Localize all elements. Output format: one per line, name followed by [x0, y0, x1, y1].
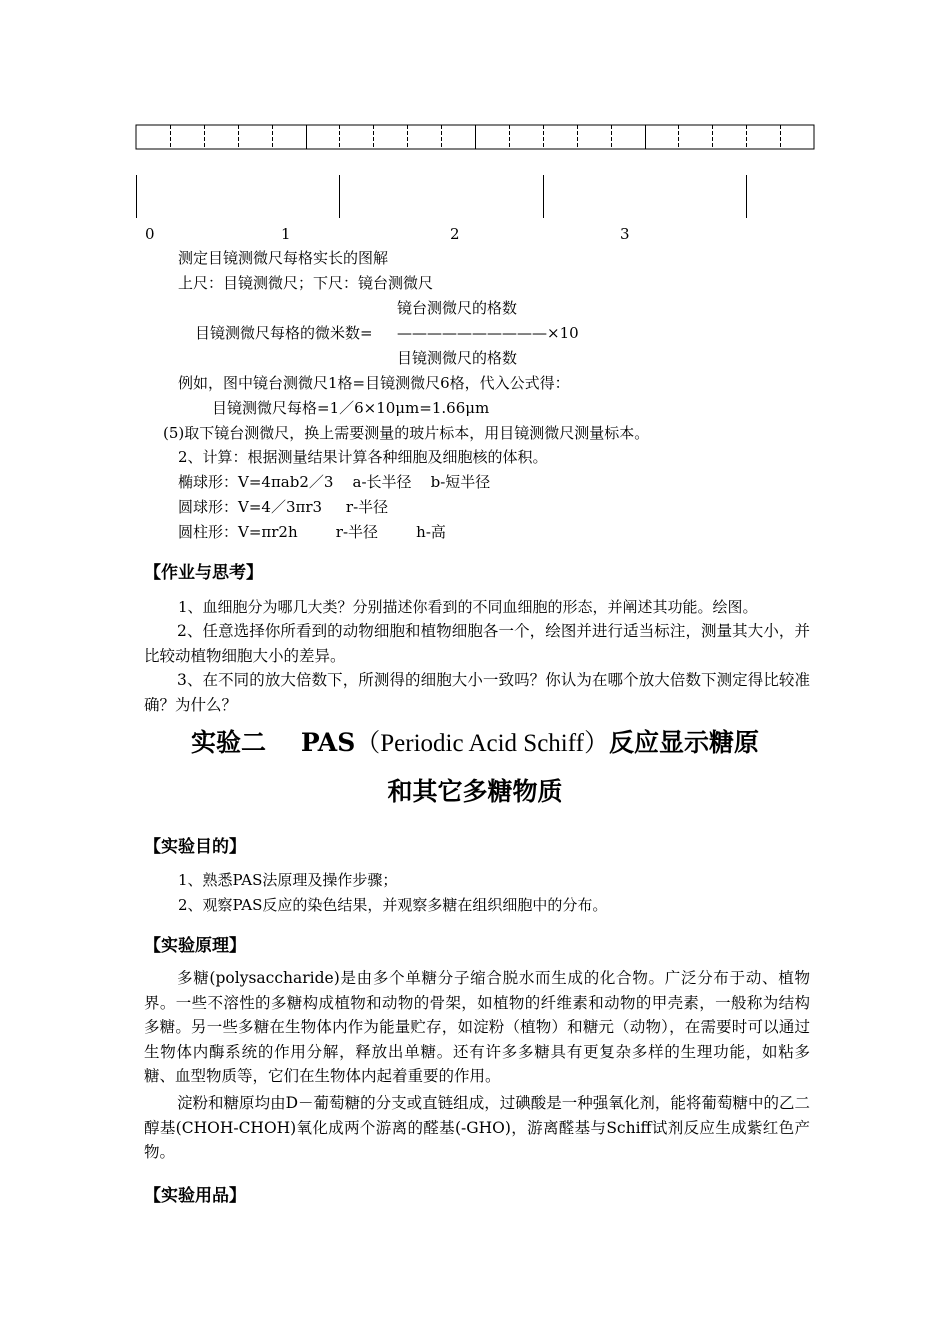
- scale-label-2: 2: [450, 225, 460, 243]
- materials-heading: 【实验用品】: [144, 1186, 246, 1206]
- formula-lhs: 目镜测微尺每格的微米数=: [195, 324, 373, 342]
- formula-fraction-bar: ——————————×10: [397, 324, 579, 342]
- principle-heading: 【实验原理】: [144, 936, 246, 956]
- purpose-item-2: 2、观察PAS反应的染色结果，并观察多糖在组织细胞中的分布。: [178, 896, 608, 914]
- principle-paragraph-1: 多糖(polysaccharide)是由多个单糖分子缩合脱水而生成的化合物。广泛分布于动、植物界。一些不溶性的多糖构成植物和动物的骨架，如植物的纤维素和动物的甲壳素，一般称为结构多糖。另一些多糖在生物体内作为能量贮存，如淀粉（植物）和糖元（动物），在需要时可以通过生物体内酶系统的作用分解，释放出单糖。还有许多多糖具有更复杂多样的生理功能，如粘多糖、血型物质等，它们在生物体内起着重要的作用。: [144, 969, 810, 1085]
- formula-denominator: 目镜测微尺的格数: [397, 349, 518, 367]
- title-prefix: 实验二 PAS: [191, 728, 356, 757]
- example-text: 例如，图中镜台测微尺1格=目镜测微尺6格，代入公式得：: [178, 374, 570, 392]
- purpose-item-1: 1、熟悉PAS法原理及操作步骤；: [178, 871, 398, 889]
- principle-paragraph-2: 淀粉和糖原均由D－葡萄糖的分支或直链组成，过碘酸是一种强氧化剂，能将葡萄糖中的乙二醇基(CHOH-CHOH)氧化成两个游离的醛基(-GHO)，游离醛基与Schiff试剂反应生成紫红色产物。: [144, 1094, 810, 1161]
- micrometer-diagram: [0, 0, 950, 230]
- scale-label-1: 1: [281, 225, 291, 243]
- experiment-title-line2: 和其它多糖物质: [387, 777, 563, 806]
- homework-heading: 【作业与思考】: [144, 563, 263, 583]
- title-latin: （Periodic Acid Schiff）: [355, 730, 609, 757]
- example-result: 目镜测微尺每格=1／6×10μm=1.66μm: [212, 399, 490, 417]
- purpose-heading: 【实验目的】: [144, 837, 246, 857]
- cylinder-formula: 圆柱形：V=πr2h r-半径 h-高: [178, 523, 446, 541]
- diagram-note: 上尺：目镜测微尺；下尺：镜台测微尺: [178, 274, 434, 292]
- scale-label-3: 3: [620, 225, 630, 243]
- homework-q1: 1、血细胞分为哪几大类？分别描述你看到的不同血细胞的形态，并阐述其功能。绘图。: [178, 598, 758, 616]
- stage-micrometer-scale: [137, 175, 747, 218]
- homework-q3: 3、在不同的放大倍数下，所测得的细胞大小一致吗？你认为在哪个放大倍数下测定得比较准确？为什么？: [144, 671, 810, 714]
- scale-label-0: 0: [145, 225, 155, 243]
- sphere-formula: 圆球形：V=4／3πr3 r-半径: [178, 498, 389, 516]
- calc-step: 2、计算：根据测量结果计算各种细胞及细胞核的体积。: [178, 448, 548, 466]
- step-5: (5)取下镜台测微尺，换上需要测量的玻片标本，用目镜测微尺测量标本。: [163, 424, 650, 442]
- diagram-caption: 测定目镜测微尺每格实长的图解: [178, 249, 389, 267]
- title-suffix: 反应显示糖原: [608, 728, 759, 757]
- formula-numerator: 镜台测微尺的格数: [397, 299, 518, 317]
- eyepiece-micrometer-scale: [136, 125, 814, 149]
- ellipsoid-formula: 椭球形：V=4πab2／3 a-长半径 b-短半径: [178, 473, 491, 491]
- experiment-title-line1: [0, 726, 950, 761]
- homework-q2: 2、任意选择你所看到的动物细胞和植物细胞各一个，绘图并进行适当标注，测量其大小，并比较动植物细胞大小的差异。: [144, 622, 810, 665]
